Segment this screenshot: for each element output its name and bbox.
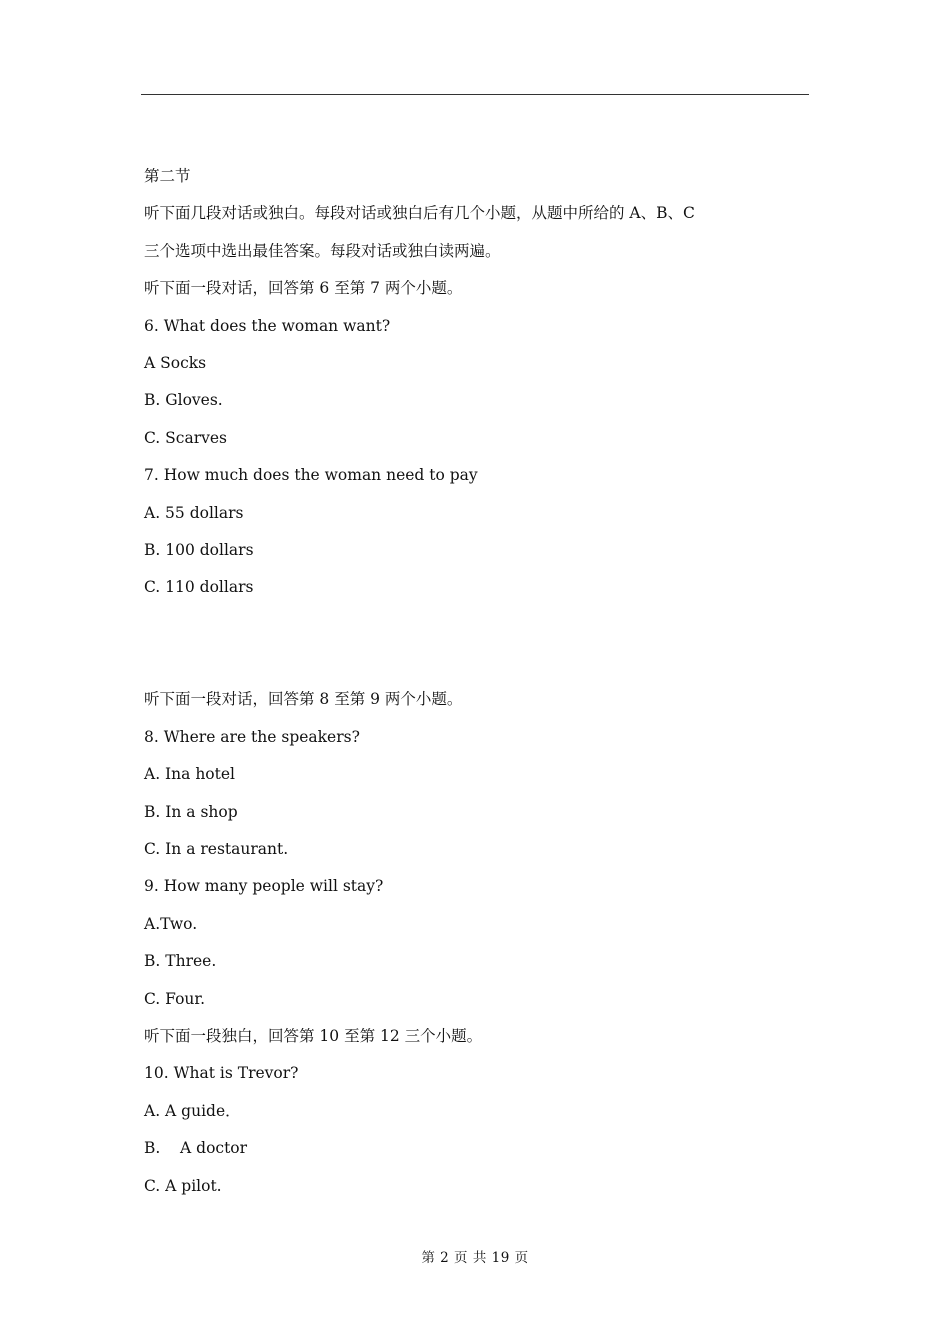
question-option: C. A pilot. <box>144 1176 222 1195</box>
question-stem: 9. How many people will stay? <box>144 877 384 896</box>
question-option: C. Scarves <box>144 428 227 447</box>
question-stem: 7. How much does the woman need to pay <box>144 466 478 485</box>
question-option: C. In a restaurant. <box>144 840 289 859</box>
question-stem: 10. What is Trevor? <box>144 1064 299 1083</box>
blank-space <box>144 607 784 682</box>
question-option: A. Ina hotel <box>144 765 235 784</box>
question-option: B. In a shop <box>144 802 238 821</box>
question-stem: 6. What does the woman want? <box>144 316 391 335</box>
question-stem: 8. Where are the speakers? <box>144 727 360 746</box>
section-title: 第二节 <box>144 167 191 185</box>
question-option: B. Three. <box>144 952 217 971</box>
question-option: A. 55 dollars <box>144 503 244 522</box>
header-rule <box>141 94 809 95</box>
question-option: C. Four. <box>144 989 206 1008</box>
question-option: B. 100 dollars <box>144 540 254 559</box>
question-option: B. A doctor <box>144 1139 248 1158</box>
question-option: A. A guide． <box>144 1101 241 1120</box>
page-footer: 第 2 页 共 19 页 <box>421 1250 529 1266</box>
instructions-line-2: 三个选项中选出最佳答案。每段对话或独白读两遍。 <box>144 241 501 260</box>
group-intro: 听下面一段独白，回答第 10 至第 12 三个小题。 <box>144 1027 483 1045</box>
question-option: B. Gloves. <box>144 391 223 410</box>
instructions-line-1: 听下面几段对话或独白。每段对话或独白后有几个小题，从题中所给的 A、B、C <box>144 204 695 223</box>
page-content <box>144 158 784 1205</box>
group-intro: 听下面一段对话，回答第 6 至第 7 两个小题。 <box>144 279 463 298</box>
question-option: C. 110 dollars <box>144 578 254 597</box>
question-option: A Socks <box>144 353 207 372</box>
group-intro: 听下面一段对话，回答第 8 至第 9 两个小题。 <box>144 690 463 709</box>
question-option: A.Two. <box>144 914 198 933</box>
